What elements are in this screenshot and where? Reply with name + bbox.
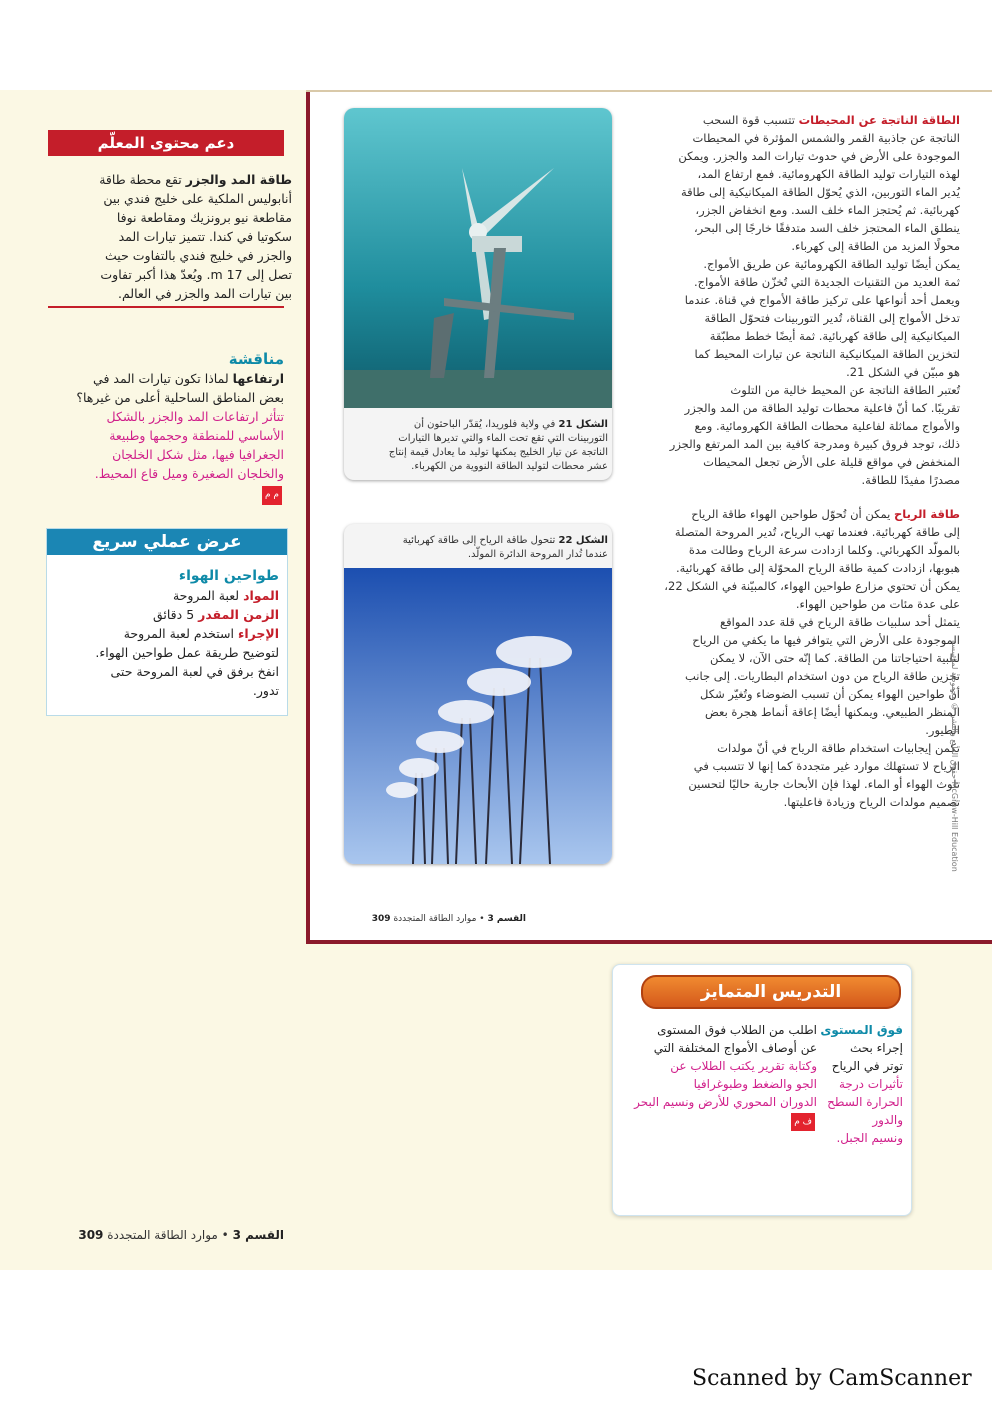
- body-line: هو مبيّن في الشكل 21.: [846, 365, 960, 379]
- caption-line: تتحول طاقة الرياح إلى طاقة كهربائية: [402, 535, 556, 546]
- discussion-question-line: لماذا تكون تيارات المد في: [93, 371, 229, 386]
- discussion-question-label: ارتفاعها: [232, 371, 284, 386]
- body-line: تتسبب قوة السحب: [702, 113, 795, 127]
- inner-footer-number: 309: [371, 914, 391, 924]
- diff-line: وكتابة تقرير يكتب الطلاب عن: [670, 1059, 817, 1073]
- diff-line: الحرارة السطح والدور: [827, 1095, 903, 1127]
- diff-line: تأثيرات درجة: [838, 1077, 903, 1091]
- diff-line: ونسيم الجبل.: [836, 1131, 903, 1145]
- wind-heading: طاقة الرياح: [894, 507, 960, 521]
- body-line: لتخزين الطاقة الميكانيكية الناتجة عن تيارات المحيط كما: [694, 347, 960, 361]
- body-line: هبوبها، ازدادت كمية طاقة الرياح المحوّلة إلى طاقة كهربائية.: [675, 561, 960, 575]
- discussion-answer-line: الجغرافيا فيها، مثل شكل الخلجان: [112, 447, 284, 462]
- body-line: المنخفض في مواقع قليلة على الأرض تجعل المحيطات: [703, 455, 960, 469]
- diff-line: الدوران المحوري للأرض ونسيم البحر: [634, 1095, 817, 1109]
- time-label: الزمن المقدر: [198, 607, 279, 622]
- quick-demo-header: عرض عملي سريع: [47, 529, 287, 555]
- body-line: ويعمل أحد أنواعها على تركيز طاقة الأمواج في قناة. عندما: [684, 293, 960, 307]
- figure-21: [344, 108, 612, 480]
- differentiated-header: التدريس المتمايز: [641, 975, 901, 1009]
- main-text-column: [642, 112, 960, 812]
- body-line: محولًا المزيد من الطاقة إلى كهرباء.: [791, 239, 960, 253]
- tidal-line: والجزر في خليج فندي بالتفاوت حيث: [105, 248, 292, 263]
- wind-farm-image: [344, 568, 612, 864]
- copyright-side-credit: حقوق الطبع والنشر © محفوظة لمؤسسة McGraw-Hill Education: [950, 640, 959, 872]
- caption-line: عندما تُدار المروحة الدائرة المولّد.: [467, 549, 608, 560]
- above-level-label: فوق المستوى: [820, 1023, 903, 1037]
- body-line: لتلبية احتياجاتنا من الطاقة. كما إنّه حتى الآن، لا يمكن: [710, 651, 960, 665]
- inner-page-footer: القسم 3 • موارد الطاقة المتجددة 309: [371, 914, 526, 924]
- diff-line: اطلب من الطلاب فوق المستوى: [657, 1023, 817, 1037]
- tidal-line: أنابوليس الملكية على خليج فندي بين: [103, 191, 292, 206]
- body-line: تصميم مولدات الرياح وزيادة فاعليتها.: [783, 795, 960, 809]
- discussion-title: مناقشة: [228, 350, 284, 368]
- body-line: تقريبًا. كما أنّ فاعلية محطات توليد الطاقة من المد والجزر: [684, 401, 960, 415]
- body-line: الموجودة على الأرض التي يتوافر فيها ما يكفي من الرياح: [692, 633, 960, 647]
- caption-line: في ولاية فلوريدا، يُقدّر الباحثون أن: [413, 419, 556, 430]
- inner-footer-section: القسم 3: [487, 914, 526, 924]
- body-line: بالمولّد الكهربائي. وكلما ازدادت سرعة الرياح وطالت مدة: [688, 543, 960, 557]
- caption-line: الناتجة عن تيار الخليج يمكنها توليد ما يعادل قيمة إنتاج: [388, 447, 608, 458]
- body-line: أنّ طواحين الهواء يمكن أن تسبب الضوضاء وتُغيّر شكل: [700, 687, 960, 701]
- tidal-title: طاقة المد والجزر: [185, 172, 292, 187]
- section-divider: [48, 306, 284, 308]
- tidal-line: سكوتيا في كندا. تتميز تيارات المد: [118, 229, 292, 244]
- body-line: المنظر الطبيعي. ويمكنها أيضًا إعاقة أنماط هجرة بعض: [704, 705, 960, 719]
- teacher-support-text: [48, 170, 292, 303]
- scanner-watermark: Scanned by CamScanner: [692, 1366, 972, 1391]
- procedure-line: استخدم لعبة المروحة: [123, 626, 234, 641]
- tidal-line: بين تيارات المد والجزر في العالم.: [118, 286, 292, 301]
- differentiated-instruction-box: [612, 964, 912, 1216]
- body-line: إلى طاقة كهربائية. فعندما تهب الرياح، تُدير المروحة المتصلة: [674, 525, 960, 539]
- inner-footer-title: موارد الطاقة المتجددة: [393, 914, 477, 924]
- body-line: الميكانيكية إلى طاقة كهربائية. ثمة أيضًا خطط مطبّقة: [709, 329, 960, 343]
- body-line: على عدة مئات من طواحين الهواء.: [795, 597, 960, 611]
- tidal-line: مقاطعة نيو برونزيك ومقاطعة نوفا: [116, 210, 292, 225]
- body-line: مصدرًا مفيدًا للطاقة.: [861, 473, 960, 487]
- body-line: ثمة العديد من التقنيات الجديدة التي تُخزّن طاقة الأمواج.: [694, 275, 960, 289]
- figure-21-label: الشكل 21: [558, 419, 608, 430]
- outer-page-footer: القسم 3 • موارد الطاقة المتجددة 309: [78, 1228, 284, 1242]
- teacher-support-header: دعم محتوى المعلّم: [48, 130, 284, 156]
- procedure-line: انفخ برفق في لعبة المروحة حتى: [110, 664, 279, 679]
- quick-demo-body: [57, 567, 279, 700]
- discussion-answer-line: الأساسي للمنطقة وحجمها وطبيعة: [109, 428, 284, 443]
- level-tag: ف م: [791, 1113, 815, 1131]
- outer-footer-section: القسم 3: [232, 1228, 284, 1242]
- time-value: 5 دقائق: [152, 607, 195, 622]
- caption-line: التوربينات التي تقع تحت الماء والتي تديرها التيارات: [398, 433, 608, 444]
- ocean-heading: الطاقة الناتجة عن المحيطات: [798, 113, 960, 127]
- outer-footer-number: 309: [78, 1228, 104, 1242]
- differentiated-right-col: [819, 1021, 903, 1147]
- body-line: الناتجة عن جاذبية القمر والشمس المؤثرة في المحيطات: [692, 131, 960, 145]
- figure-22-caption: [352, 534, 608, 562]
- body-line: يُدير الماء التوربين، الذي يُحوّل الطاقة الميكانيكية إلى طاقة: [681, 185, 960, 199]
- body-line: ذلك، توجد فروق كبيرة ومدرجة كافية بين المد المرتفع والجزر: [669, 437, 960, 451]
- body-line: تلوث الهواء أو الماء. لهذا فإن الأبحاث جارية حاليًا لتحسين: [688, 777, 960, 791]
- differentiated-left-col: [621, 1021, 817, 1131]
- outer-footer-title: موارد الطاقة المتجددة: [107, 1228, 218, 1242]
- procedure-line: تدور.: [252, 683, 279, 698]
- body-line: يمكن أيضًا توليد الطاقة الكهرومائية عن طريق الأمواج.: [703, 257, 960, 271]
- discussion-answer-line: تتأثر ارتفاعات المد والجزر بالشكل: [106, 409, 284, 424]
- quick-demo-box: [46, 528, 288, 716]
- diff-line: توتر في الرياح: [831, 1059, 903, 1073]
- body-line: يمكن أن تحتوي مزارع طواحين الهواء، كالمبيّنة في الشكل 22،: [664, 579, 960, 593]
- body-line: كهربائية. ثم يُحتجز الماء خلف السد. ومع انخفاض الجزر،: [695, 203, 960, 217]
- body-line: تخزين طاقة الرياح من دون استخدام البطاريات. إلى جانب: [684, 669, 960, 683]
- diff-line: عن أوصاف الأمواج المختلفة التي: [653, 1041, 817, 1055]
- body-line: ينطلق الماء المحتجز خلف السد متدفقًا خارجًا إلى البحر،: [693, 221, 960, 235]
- discussion-question-line: بعض المناطق الساحلية أعلى من غيرها؟: [76, 390, 284, 405]
- body-line: الموجودة على الأرض في حدوث تيارات المد والجزر. ويمكن: [678, 149, 960, 163]
- body-line: الطيور.: [925, 723, 960, 737]
- body-line: تُعتبر الطاقة الناتجة عن المحيط خالية من التلوث: [730, 383, 960, 397]
- figure-22-label: الشكل 22: [558, 535, 608, 546]
- diff-line: الجو والضغط وطبوغرافيا: [693, 1077, 817, 1091]
- discussion-answer-line: والخلجان الصغيرة وميل قاع المحيط.: [94, 466, 284, 481]
- body-line: والأمواج مماثلة لفاعلية محطات الطاقة الكهرومائية. ومع: [694, 419, 960, 433]
- materials-value: لعبة المروحة: [172, 588, 240, 603]
- body-line: تكمن إيجابيات استخدام طاقة الرياح في أنّ مولدات: [717, 741, 960, 755]
- figure-21-caption: [352, 418, 608, 474]
- figure-22: [344, 524, 612, 864]
- procedure-label: الإجراء: [237, 626, 279, 641]
- diff-line: إجراء بحث: [849, 1041, 903, 1055]
- level-tag: م م: [262, 486, 282, 505]
- body-line: تدخل الأمواج إلى القناة، تُدير التوربينات فتحوّل الطاقة: [704, 311, 960, 325]
- body-line: يمكن أن تُحوّل طواحين الهواء طاقة الرياح: [691, 507, 891, 521]
- body-line: لهذه التيارات توليد الطاقة الكهرومائية. فمع ارتفاع المد،: [697, 167, 960, 181]
- tidal-line: تقع محطة طاقة: [99, 172, 182, 187]
- body-line: الرياح لا تستهلك موارد غير متجددة كما إنها لا تتسبب في: [693, 759, 960, 773]
- discussion-block: [48, 350, 284, 505]
- body-line: يتمثل أحد سلبيات طاقة الرياح في قلة عدد المواقع: [720, 615, 960, 629]
- tidal-line: تصل إلى m 17. ويُعدّ هذا أكبر تفاوت: [100, 267, 292, 282]
- materials-label: المواد: [243, 588, 279, 603]
- caption-line: عشر محطات لتوليد الطاقة النووية من الكهرباء.: [411, 461, 608, 472]
- procedure-line: لتوضيح طريقة عمل طواحين الهواء.: [95, 645, 279, 660]
- underwater-turbine-image: [344, 108, 612, 408]
- quick-demo-title: طواحين الهواء: [178, 568, 279, 584]
